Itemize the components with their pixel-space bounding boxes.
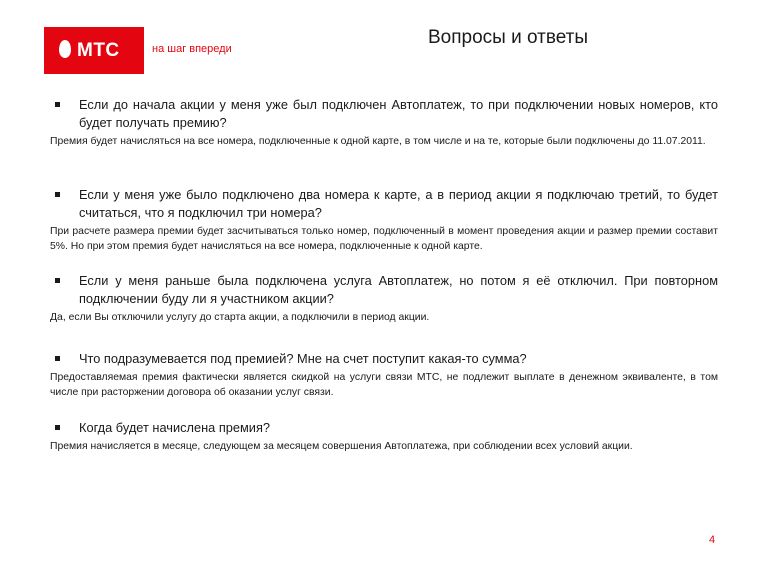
faq-answer: Предоставляемая премия фактически является скидкой на услуги связи МТС, не подлежит выплате в денежном эквиваленте, в том числе при расторжении договора об оказании услуг связи. bbox=[50, 372, 718, 398]
faq-item bbox=[50, 419, 718, 454]
bullet-icon bbox=[55, 425, 60, 430]
faq-answer: Премия будет начисляться на все номера, подключенные к одной карте, в том числе и на те, которые были подключены до 11.07.2011. bbox=[50, 136, 706, 147]
bullet-icon bbox=[55, 278, 60, 283]
faq-question bbox=[50, 350, 718, 368]
bullet-icon bbox=[55, 356, 60, 361]
logo-text: МТС bbox=[77, 40, 120, 61]
faq-question bbox=[50, 419, 718, 437]
question-text: Когда будет начислена премия? bbox=[79, 420, 270, 435]
question-text: Если у меня уже было подключено два номера к карте, а в период акции я подключаю третий, то будет считаться, что я подключил три номера? bbox=[79, 187, 718, 220]
faq-answer: Премия начисляется в месяце, следующем за месяцем совершения Автоплатежа, при соблюдении всех условий акции. bbox=[50, 441, 633, 452]
question-text: Если у меня раньше была подключена услуга Автоплатеж, но потом я её отключил. При повторном подключении буду ли я участником акции? bbox=[79, 273, 718, 306]
faq-question bbox=[50, 186, 718, 222]
faq-question bbox=[50, 272, 718, 308]
faq-item bbox=[50, 350, 718, 400]
faq-item bbox=[50, 272, 718, 325]
question-text: Что подразумевается под премией? Мне на счет поступит какая-то сумма? bbox=[79, 351, 527, 366]
faq-answer: При расчете размера премии будет засчитываться только номер, подключенный в момент проведения акции и размер премии составит 5%. Но при этом премия будет начисляться на все номера, подключенные к одной карте. bbox=[50, 226, 718, 252]
page-title: Вопросы и ответы bbox=[428, 27, 589, 48]
faq-item bbox=[50, 186, 718, 254]
bullet-icon bbox=[55, 102, 60, 107]
faq-item bbox=[50, 96, 718, 149]
mts-logo bbox=[44, 27, 144, 74]
faq-answer: Да, если Вы отключили услугу до старта акции, а подключили в период акции. bbox=[50, 312, 430, 323]
page-number: 4 bbox=[709, 534, 716, 546]
faq-question bbox=[50, 96, 718, 132]
question-text: Если до начала акции у меня уже был подключен Автоплатеж, то при подключении новых номеров, кто будет получать премию? bbox=[79, 97, 718, 130]
egg-logo-icon bbox=[58, 39, 72, 59]
tagline: на шаг впереди bbox=[152, 43, 232, 55]
bullet-icon bbox=[55, 192, 60, 197]
